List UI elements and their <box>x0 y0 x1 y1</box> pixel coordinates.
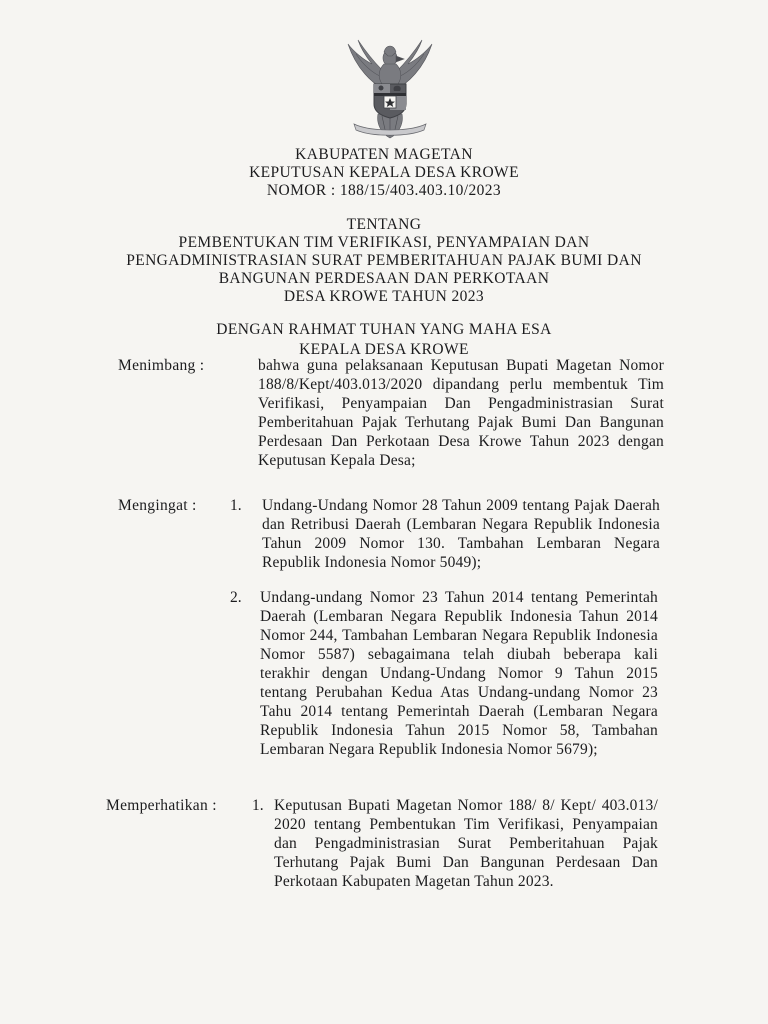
item-number: 1. <box>252 797 264 814</box>
menimbang-text: bahwa guna pelaksanaan Keputusan Bupati Magetan Nomor 188/8/Kept/403.013/2020 dipandang perlu membentuk Tim Verifikasi, Penyampaian Dan Pengadministrasian Surat Pemberitahuan Pajak Terhutang Pajak Bumi Dan Bangunan Perdesaan Dan Perkotaan Desa Krowe Tahun 2023 dengan Keputusan Kepala Desa; <box>258 357 664 469</box>
garuda-emblem <box>334 38 446 142</box>
item-text: Undang-undang Nomor 23 Tahun 2014 tentang Pemerintah Daerah (Lembaran Negara Republik Indonesia Tahun 2014 Nomor 244, Tambahan Lembaran Negara Republik Indonesia Nomor 5587) sebagaimana telah diubah beberapa kali terakhir dengan Undang-Undang Nomor 9 Tahun 2015 tentang Perubahan Kedua Atas Undang-undang Nomor 23 Tahu 2014 tentang Pemerintah Daerah (Lembaran Negara Republik Indonesia Tahun 2015 Nomor 58, Tambahan Lembaran Negara Republik Indonesia Nomor 5679); <box>260 589 658 758</box>
grace-line: DENGAN RAHMAT TUHAN YANG MAHA ESA <box>216 321 552 338</box>
mengingat-section <box>0 496 768 786</box>
title-line: PEMBENTUKAN TIM VERIFIKASI, PENYAMPAIAN DAN <box>178 234 590 251</box>
item-number: 1. <box>230 497 242 514</box>
title-line: PENGADMINISTRASIAN SURAT PEMBERITAHUAN PAJAK BUMI DAN <box>126 252 642 269</box>
menimbang-label: Menimbang : <box>118 357 205 374</box>
regency-name: KABUPATEN MAGETAN <box>295 146 473 163</box>
memperhatikan-section <box>0 796 768 916</box>
mengingat-label: Mengingat : <box>118 497 197 514</box>
official-title: KEPALA DESA KROWE <box>299 341 469 358</box>
item-text: Undang-Undang Nomor 28 Tahun 2009 tentang Pajak Daerah dan Retribusi Daerah (Lembaran Negara Republik Indonesia Tahun 2009 Nomor 130. Tambahan Lembaran Negara Republik Indonesia Nomor 5049); <box>262 497 660 571</box>
item-text: Keputusan Bupati Magetan Nomor 188/ 8/ Kept/ 403.013/ 2020 tentang Pembentukan Tim Verifikasi, Penyampaian dan Pengadministrasian Surat Pemberitahuan Pajak Terhutang Pajak Bumi Dan Bangunan Perdesaan Dan Perkotaan Kabupaten Magetan Tahun 2023. <box>274 797 658 890</box>
decree-number: NOMOR : 188/15/403.403.10/2023 <box>266 182 502 199</box>
item-number: 2. <box>230 589 242 606</box>
decree-heading: KEPUTUSAN KEPALA DESA KROWE <box>249 164 519 181</box>
title-line: BANGUNAN PERDESAAN DAN PERKOTAAN <box>218 270 550 287</box>
about-heading: TENTANG <box>346 216 422 233</box>
title-line: DESA KROWE TAHUN 2023 <box>283 288 485 305</box>
memperhatikan-label: Memperhatikan : <box>106 797 217 814</box>
menimbang-section <box>0 356 768 486</box>
